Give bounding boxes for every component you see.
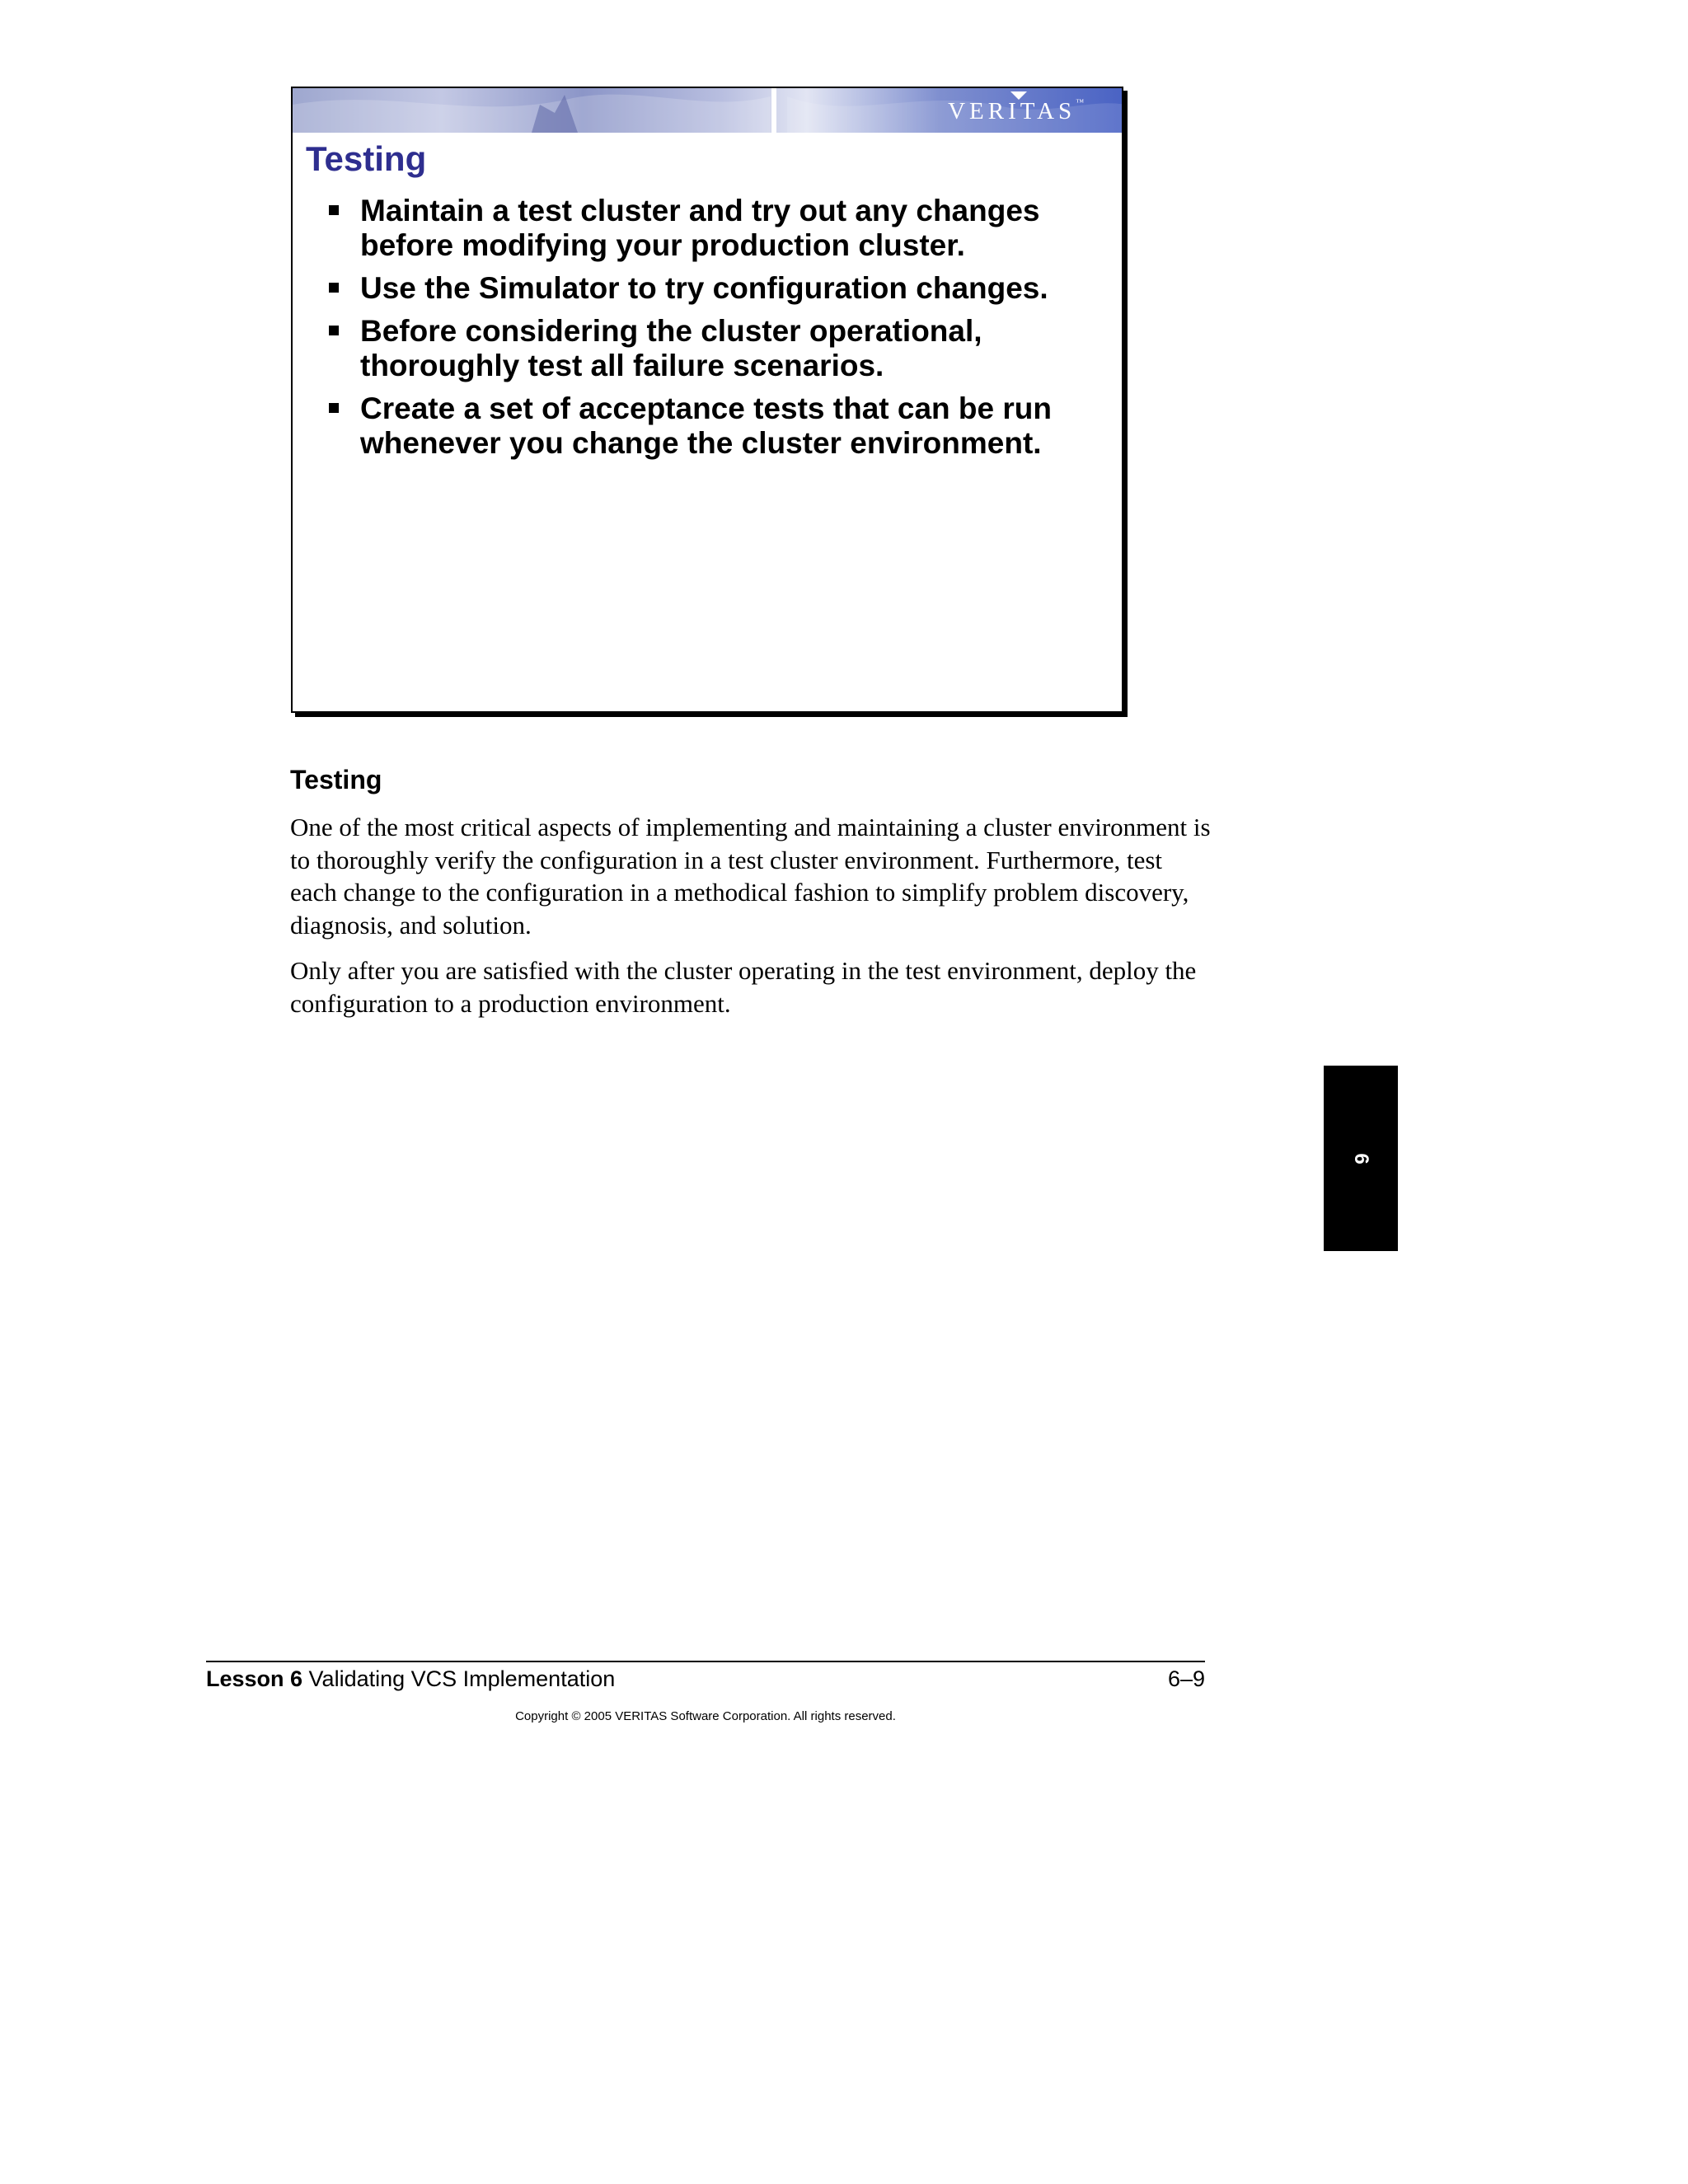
slide-bullet-text: Maintain a test cluster and try out any changes before modifying your production cluster. — [360, 194, 1040, 262]
chapter-number: 6 — [1350, 1152, 1372, 1165]
logo-text: VERITAS — [948, 98, 1076, 124]
logo-trademark: ™ — [1076, 98, 1084, 107]
square-bullet-icon — [329, 326, 339, 335]
footer-divider — [206, 1661, 1205, 1662]
slide-bullet — [329, 391, 1071, 461]
footer-lesson-label: Lesson 6 — [206, 1666, 303, 1691]
chapter-tab — [1324, 1066, 1398, 1251]
footer-lesson-title — [206, 1666, 615, 1692]
body-paragraph: Only after you are satisfied with the cluster operating in the test environment, deploy the configuration to a production environment. — [290, 956, 1197, 1018]
slide-bullet — [329, 194, 1071, 263]
section-heading: Testing — [290, 765, 382, 794]
slide-bullet — [329, 314, 1071, 383]
banner-divider — [771, 88, 776, 133]
slide-bullet — [329, 271, 1071, 306]
slide-title: Testing — [306, 139, 427, 178]
square-bullet-icon — [329, 403, 339, 413]
slide-bullet-text: Use the Simulator to try configuration changes. — [360, 271, 1048, 305]
slide-bullet-text: Before considering the cluster operational, thoroughly test all failure scenarios. — [360, 314, 982, 382]
slide-bullet-text: Create a set of acceptance tests that can be run whenever you change the cluster environment. — [360, 391, 1052, 460]
slide-banner — [293, 88, 1122, 133]
footer-lesson-name: Validating VCS Implementation — [302, 1666, 616, 1691]
veritas-logo — [948, 98, 1084, 125]
square-bullet-icon — [329, 205, 339, 215]
square-bullet-icon — [329, 283, 339, 293]
slide-bullet-list — [329, 194, 1071, 469]
footer-page-number: 6–9 — [1167, 1666, 1205, 1691]
slide-image — [291, 87, 1123, 713]
footer-copyright: Copyright © 2005 VERITAS Software Corporation. All rights reserved. — [515, 1709, 896, 1723]
body-paragraph: One of the most critical aspects of implementing and maintaining a cluster environment is to thoroughly verify the configuration in a test cluster environment. Furthermore, test each change to the configuration in a methodical fashion to simplify problem discovery, diagnosis, and solution. — [290, 813, 1211, 940]
